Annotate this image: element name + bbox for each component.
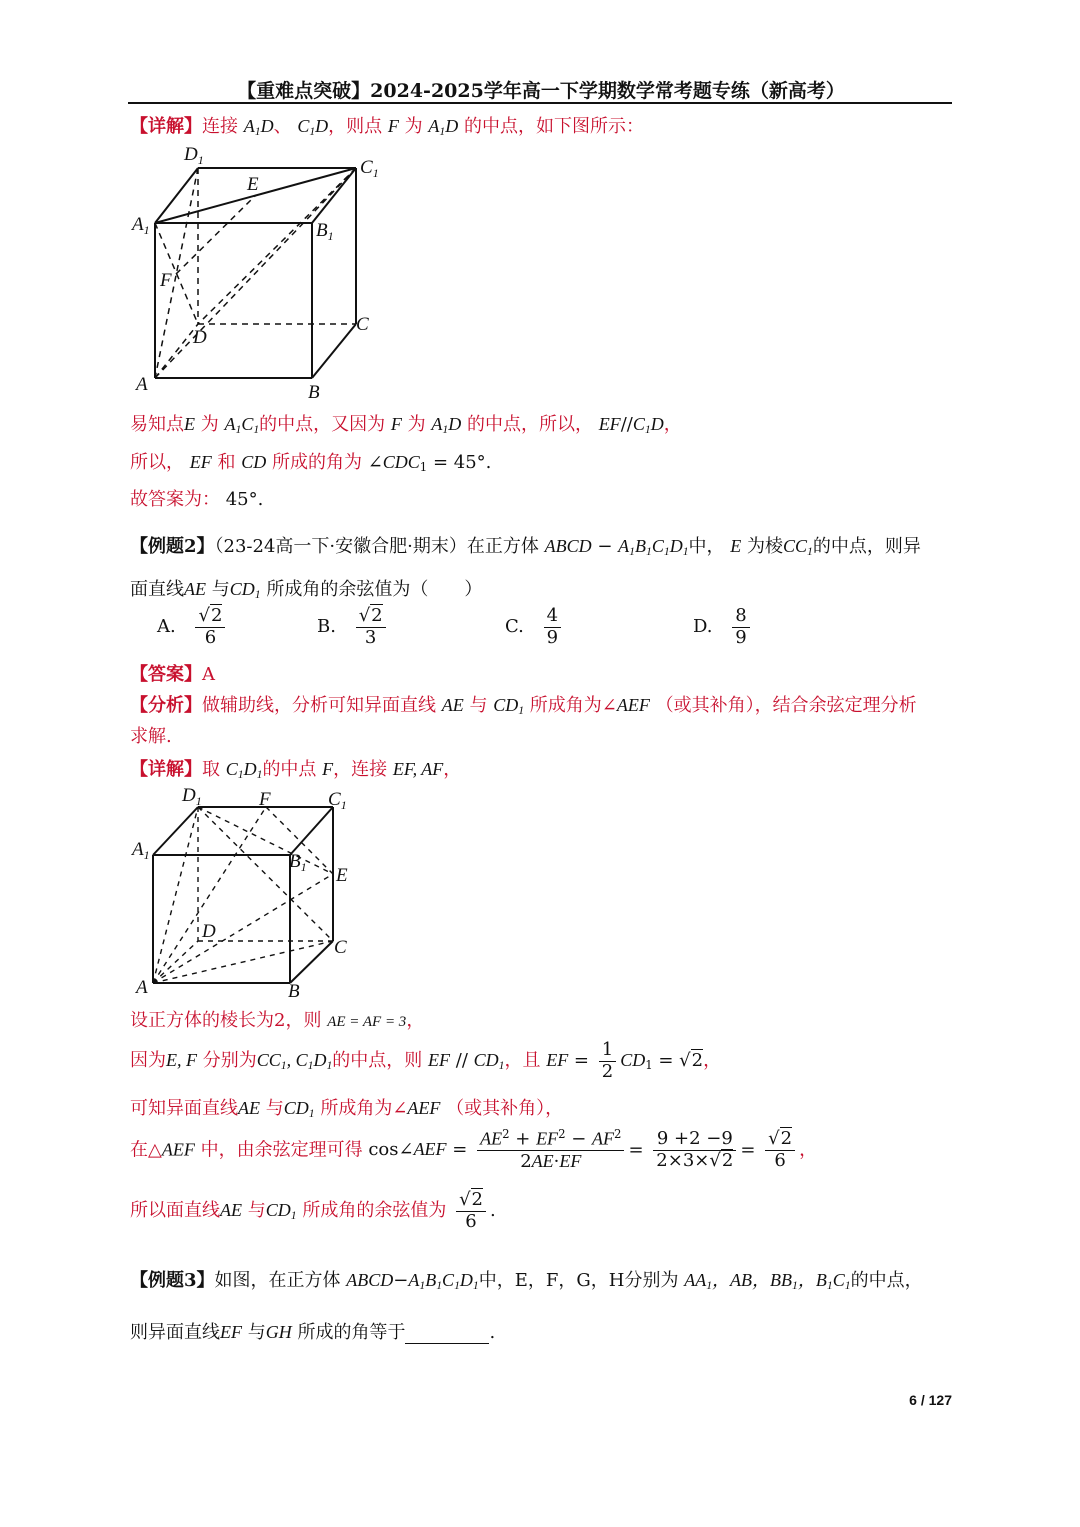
answer-blank[interactable] bbox=[405, 1325, 489, 1344]
example2-stem-line-2: 面直线AE 与$CD_1$ 所成角的余弦值为（ ） bbox=[130, 579, 483, 601]
cube-2-solid-edges bbox=[153, 807, 333, 983]
text: 所成的角为 bbox=[271, 452, 362, 473]
label-B: B bbox=[308, 382, 320, 403]
text: ， bbox=[663, 414, 682, 435]
text: （或其补角）， bbox=[446, 1098, 564, 1119]
label-F: F bbox=[259, 789, 271, 810]
label-A: A bbox=[136, 977, 148, 998]
option-d[interactable] bbox=[693, 606, 754, 648]
cube-2-hidden-edges bbox=[153, 807, 333, 983]
option-den: 3 bbox=[364, 626, 377, 648]
example-tag: 【例题2】 bbox=[130, 536, 215, 557]
option-a[interactable]: A. $\frac{√2}{6}$ bbox=[157, 606, 229, 648]
text: ， bbox=[406, 1010, 425, 1031]
example2-detail-line: 【详解】取 $C_1D_1$的中点 F，连接 EF, AF， bbox=[130, 759, 462, 781]
label-A1: $A_1$ bbox=[132, 214, 150, 237]
option-den: 6 bbox=[204, 626, 217, 648]
text: 的中点，则异 bbox=[812, 536, 921, 557]
option-c[interactable] bbox=[505, 606, 565, 648]
option-b[interactable]: B. $\frac{√2}{3}$ bbox=[317, 606, 390, 648]
math: AE = AF = 3 bbox=[327, 1014, 407, 1030]
source: （23-24高一下·安徽合肥·期末） bbox=[214, 536, 467, 557]
analysis-line-1: 【分析】做辅助线，分析可知异面直线 AE 与 $CD_1$ 所成角为∠AEF （或其补角），结合余弦定理分析 bbox=[130, 695, 917, 717]
text: 分别为 bbox=[202, 1050, 257, 1072]
text: 易知点 bbox=[130, 414, 184, 435]
label-D: D bbox=[202, 921, 216, 942]
text: ， bbox=[799, 1139, 818, 1161]
text: 与 bbox=[265, 1098, 284, 1119]
text: 中， bbox=[688, 536, 725, 557]
label-C: C bbox=[334, 937, 347, 958]
text: 所以， bbox=[130, 452, 184, 473]
option-label: A. bbox=[157, 616, 176, 638]
text: 面直线 bbox=[130, 579, 184, 600]
page-header: 【重难点突破】2024-2025学年高一下学期数学常考题专练（新高考） bbox=[237, 80, 845, 102]
text: 取 bbox=[202, 759, 220, 780]
text: 做辅助线，分析可知异面直线 bbox=[202, 695, 436, 716]
option-num: 4 bbox=[544, 606, 561, 628]
text: 的中点 bbox=[262, 759, 317, 780]
text: 的中点， bbox=[850, 1270, 923, 1291]
detail-tag: 【详解】 bbox=[130, 759, 202, 780]
angle-value: 45° bbox=[453, 452, 486, 473]
text: 则异面直线 bbox=[130, 1322, 220, 1343]
header-rule bbox=[128, 102, 952, 104]
text: 和 bbox=[217, 452, 236, 473]
text: 中，由余弦定理可得 bbox=[200, 1139, 363, 1161]
text: ，且 bbox=[504, 1050, 541, 1072]
solution-line-1 bbox=[130, 1006, 424, 1032]
text: 与 bbox=[469, 695, 488, 716]
label-B1: $B_1$ bbox=[316, 220, 334, 243]
example2-stem-line-1: 【例题2】（23-24高一下·安徽合肥·期末）在正方体 ABCD − $A_1B_1C_1D_1$中， E 为棱$CC_1$的中点，则异 bbox=[130, 536, 921, 558]
text: 故答案为： bbox=[130, 489, 220, 510]
part1-line-3: 所以， EF 和 CD 所成的角为 $\angle CDC_1 = 45^\circ$. bbox=[130, 452, 492, 474]
option-label: B. bbox=[317, 616, 336, 638]
label-C1: $C_1$ bbox=[328, 789, 347, 812]
cube-figure-1 bbox=[120, 138, 400, 408]
text: 的中点，又因为 bbox=[259, 414, 386, 435]
option-num: 2 bbox=[210, 605, 223, 626]
text: 所成角为∠ bbox=[529, 695, 617, 716]
cube-1-hidden-edges bbox=[155, 168, 356, 378]
solution-line-5: 所以面直线AE 与$CD_1$ 所成角的余弦值为 $\frac{√2}{6}$ . bbox=[130, 1189, 496, 1232]
label-A1: $A_1$ bbox=[132, 839, 150, 862]
answer-line bbox=[130, 660, 215, 686]
option-num: 2 bbox=[371, 605, 383, 626]
text: 、 bbox=[273, 116, 292, 137]
cube-figure-2 bbox=[120, 783, 380, 1003]
label-C: C bbox=[356, 314, 369, 335]
analysis-line-2: 求解. bbox=[130, 726, 172, 747]
text: 所成角的余弦值为（ ） bbox=[266, 579, 483, 600]
text: 在正方体 bbox=[466, 536, 539, 557]
text: ，则点 bbox=[328, 116, 383, 137]
text: ， bbox=[703, 1050, 722, 1072]
label-D1: $D_1$ bbox=[182, 785, 202, 808]
text: . bbox=[490, 1200, 496, 1222]
text: 为 bbox=[407, 414, 426, 435]
option-label: C. bbox=[505, 616, 524, 638]
text: 与 bbox=[211, 579, 230, 600]
text: 为 bbox=[200, 414, 219, 435]
label-F: F bbox=[160, 270, 172, 291]
text: 中，E，F，G，H分别为 bbox=[478, 1270, 679, 1291]
label-E: E bbox=[336, 865, 348, 886]
text: 与 bbox=[247, 1200, 266, 1222]
solution-line-2: 因为E, F 分别为$CC_1$, $C_1D_1$的中点，则 EF // $CD_1$，且 EF = $\frac{1}{2}$ $CD_1 = √2$， bbox=[130, 1039, 722, 1082]
text: 的中点，如下图所示： bbox=[463, 116, 644, 137]
text: 可知异面直线 bbox=[130, 1098, 238, 1119]
detail-tag: 【详解】 bbox=[130, 116, 202, 137]
text: 在△ bbox=[130, 1139, 162, 1161]
page-number: 6 / 127 bbox=[909, 1392, 952, 1408]
answer-value: 45° bbox=[225, 489, 258, 510]
text: 所以面直线 bbox=[130, 1200, 220, 1222]
text: 的中点，则 bbox=[332, 1050, 423, 1072]
fraction-numerator: 9 +2 −9 bbox=[653, 1129, 736, 1151]
analysis-tag: 【分析】 bbox=[130, 695, 202, 716]
text: 所成角为∠ bbox=[320, 1098, 408, 1119]
option-den: 9 bbox=[735, 626, 747, 648]
answer-value: A bbox=[202, 664, 215, 685]
label-B1: $B_1$ bbox=[289, 851, 307, 874]
label-D1: $D_1$ bbox=[184, 144, 204, 167]
example3-stem-line-1: 【例题3】如图，在正方体 $ABCD-A_1B_1C_1D_1$中，E，F，G，H分别为 $AA_1$，AB，$BB_1$，$B_1C_1$的中点， bbox=[130, 1270, 923, 1292]
text: 如图，在正方体 bbox=[214, 1270, 341, 1291]
text: 连接 bbox=[202, 116, 238, 137]
text: ， bbox=[443, 759, 462, 780]
example3-stem-line-2: 则异面直线EF 与GH 所成的角等于 . bbox=[130, 1322, 496, 1343]
label-C1: $C_1$ bbox=[360, 157, 379, 180]
part1-line-2: 易知点E 为 $A_1C_1$的中点，又因为 F 为 $A_1D$ 的中点，所以， $EF//C_1D$， bbox=[130, 414, 682, 436]
fraction-denominator: 2×3× bbox=[656, 1149, 710, 1171]
label-A: A bbox=[136, 374, 148, 395]
option-label: D. bbox=[693, 616, 713, 638]
text: . bbox=[489, 1322, 496, 1343]
text: 因为 bbox=[130, 1050, 166, 1072]
text: 为 bbox=[404, 116, 423, 137]
text: ，连接 bbox=[333, 759, 388, 780]
text: 与 bbox=[247, 1322, 266, 1343]
answer-tag: 【答案】 bbox=[130, 664, 202, 685]
part1-line-4: 故答案为： 45°. bbox=[130, 489, 264, 510]
part1-detail-line: 【详解】连接 $A_1D$、 $C_1D$，则点 F 为 $A_1D$ 的中点，如下图所示： bbox=[130, 116, 644, 138]
label-E: E bbox=[247, 174, 259, 195]
text: 设正方体的棱长为2，则 bbox=[130, 1010, 322, 1031]
text: 的中点，所以， bbox=[466, 414, 593, 435]
text: （或其补角），结合余弦定理分析 bbox=[655, 695, 917, 716]
solution-line-4: 在△AEF 中，由余弦定理可得 cos∠AEF = $\frac{AE^2 + EF^2 - AF^2}{2AE\cdot EF}$ = $\frac{9 +2 -9}{2\times 3\times√2}$ = $\frac{√2}{6}$ ， bbox=[130, 1127, 818, 1173]
text: 所成的角等于 bbox=[297, 1322, 406, 1343]
option-num: 8 bbox=[732, 606, 749, 628]
label-B: B bbox=[288, 981, 300, 1002]
text: 为棱 bbox=[747, 536, 783, 557]
text: 所成角的余弦值为 bbox=[302, 1200, 447, 1222]
example-tag: 【例题3】 bbox=[130, 1270, 215, 1291]
solution-line-3: 可知异面直线AE 与$CD_1$ 所成角为∠AEF （或其补角）， bbox=[130, 1098, 564, 1120]
label-D: D bbox=[193, 327, 207, 348]
option-den: 9 bbox=[546, 626, 559, 648]
